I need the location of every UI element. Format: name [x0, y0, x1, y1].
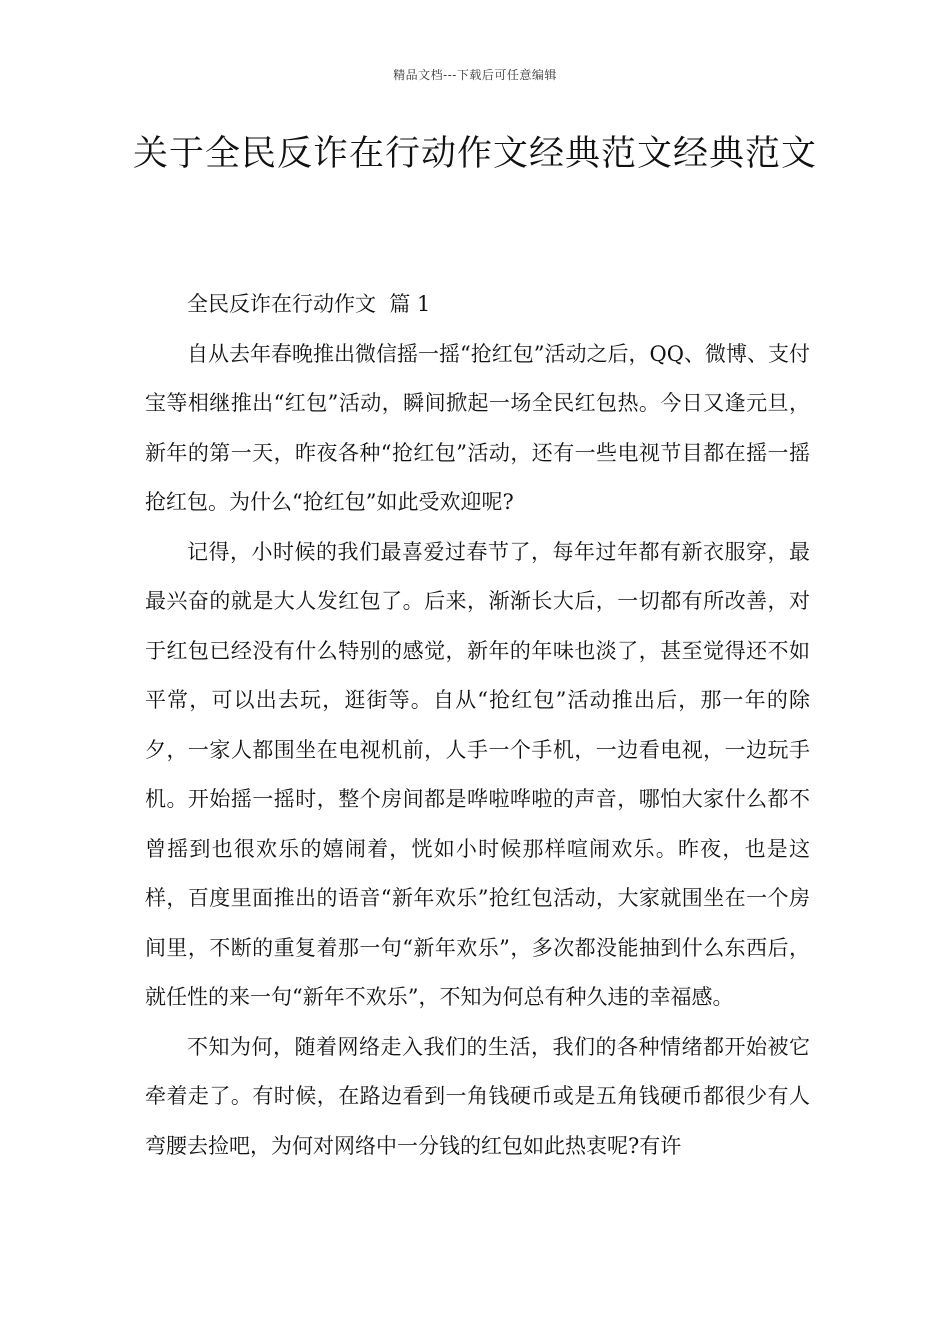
header-note: 精品文档---下载后可任意编辑	[393, 68, 557, 82]
section-subheading	[145, 280, 810, 330]
section-subheading-text: 全民反诈在行动作文 篇 1	[187, 292, 431, 316]
paragraph-2: 记得，小时候的我们最喜爱过春节了，每年过年都有新衣服穿，最最兴奋的就是大人发红包了。后来，渐渐长大后，一切都有所改善，对于红包已经没有什么特别的感觉，新年的年味也淡了，甚至觉得还不如平常，可以出去玩，逛街等。自从“抢红包”活动推出后，那一年的除夕，一家人都围坐在电视机前，人手一个手机，一边看电视，一边玩手机。开始摇一摇时，整个房间都是哗啦哗啦的声音，哪怕大家什么都不曾摇到也很欢乐的嬉闹着，恍如小时候那样喧闹欢乐。昨夜，也是这样，百度里面推出的语音“新年欢乐”抢红包活动，大家就围坐在一个房间里，不断的重复着那一句“新年欢乐”，多次都没能抽到什么东西后，就任性的来一句“新年不欢乐”，不知为何总有种久违的幸福感。	[145, 539, 810, 1009]
document-body	[145, 280, 810, 1171]
paragraph-3: 不知为何，随着网络走入我们的生活，我们的各种情绪都开始被它牵着走了。有时候，在路边看到一角钱硬币或是五角钱硬币都很少有人弯腰去捡吧，为何对网络中一分钱的红包如此热衷呢?有许	[145, 1034, 810, 1158]
paragraph-1: 自从去年春晚推出微信摇一摇“抢红包”活动之后，QQ、微博、支付宝等相继推出“红包”活动，瞬间掀起一场全民红包热。今日又逢元旦，新年的第一天，昨夜各种“抢红包”活动，还有一些电视节目都在摇一摇抢红包。为什么“抢红包”如此受欢迎呢?	[145, 341, 810, 514]
document-title: 关于全民反诈在行动作文经典范文经典范文	[132, 134, 817, 174]
